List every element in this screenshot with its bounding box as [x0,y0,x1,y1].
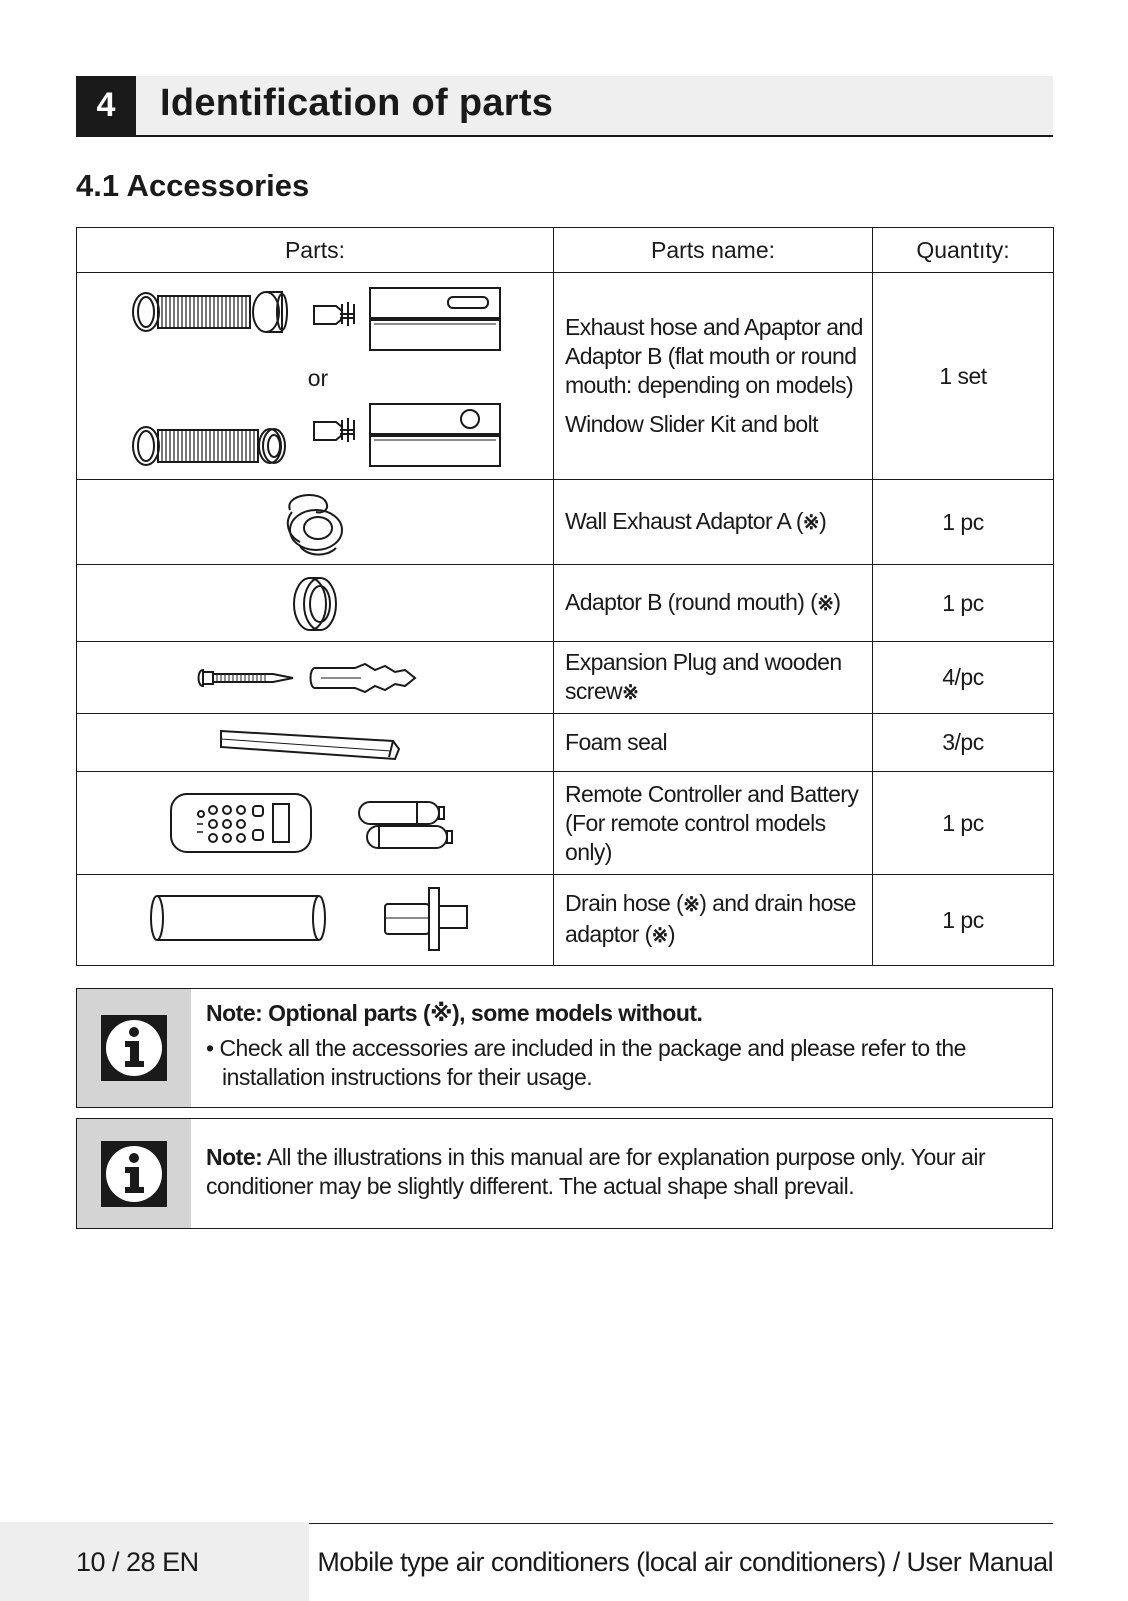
note-text [206,1143,1036,1201]
or-label: or [307,364,328,391]
parts-name-cell: Foam seal [554,714,873,772]
info-icon-box [77,989,191,1107]
document-title: Mobile type air conditioners (local air conditioners) / User Manual [317,1547,1053,1577]
optional-symbol: ※ [802,511,820,534]
info-icon-box [77,1119,191,1228]
foam-seal-drawing [215,723,415,763]
section-number: 4 [76,76,136,135]
info-icon [101,1015,167,1081]
parts-name-cell: Drain hose (※) and drain hose adaptor (※) [554,875,873,966]
adaptor-b-image [77,565,554,642]
header-parts-name: Parts name: [554,228,873,273]
parts-name-cell: Remote Controller and Battery (For remote control models only) [554,772,873,875]
wall-adaptor-image [77,480,554,565]
subsection-title: 4.1 Accessories [76,168,310,203]
quantity-cell: 4/pc [873,642,1054,714]
part-name-adaptor-b: Adaptor B (round mouth) ( [565,588,818,615]
part-name-drain-hose: Drain hose ( [565,890,684,916]
part-name-expansion-plug: Expansion Plug and wooden screw [565,648,842,704]
quantity-cell: 1 pc [873,480,1054,565]
note-body: All the illustrations in this manual are for explanation purpose only. Your air conditioner may be slightly different. The actual shape shall prevail. [206,1144,986,1199]
table-row [77,714,1054,772]
parts-name-cell [554,642,873,714]
quantity-cell: 1 pc [873,772,1054,875]
note-label: Note: [206,1144,263,1170]
parts-name-cell: Wall Exhaust Adaptor A (※) [554,480,873,565]
table-header-row [77,228,1054,273]
footer-divider [309,1523,1053,1524]
part-name-wall-adaptor: Wall Exhaust Adaptor A ( [565,507,803,534]
table-row [77,875,1054,966]
optional-symbol: ※ [651,925,668,947]
quantity-cell: 1 pc [873,565,1054,642]
wall-adaptor-drawing [270,482,360,562]
expansion-plug-image [77,642,554,714]
header-quantity: Quantıty: [873,228,1054,273]
note-illustrations [76,1118,1053,1229]
page-number: 10 / 28 EN [76,1547,199,1577]
info-icon [101,1141,167,1207]
table-row [77,480,1054,565]
remote-controller-image [77,772,554,875]
accessories-table [76,227,1054,966]
exhaust-hose-kit-image [77,273,554,480]
note-optional-parts [76,988,1053,1108]
drain-hose-image [77,875,554,966]
parts-name-cell: Adaptor B (round mouth) (※) [554,565,873,642]
quantity-cell: 1 set [873,273,1054,480]
foam-seal-image [77,714,554,772]
table-row [77,565,1054,642]
optional-symbol: ※ [817,592,834,615]
section-title: Identification of parts [160,82,554,124]
note-text [206,999,1036,1092]
remote-controller-drawing [165,788,465,858]
part-name-exhaust: Exhaust hose and Apaptor and Adaptor B (flat mouth or round mouth: depending on models) [565,314,863,398]
note-title: Note: Optional parts (※), some models without. [206,1000,703,1026]
table-row [77,642,1054,714]
section-header [76,76,1053,137]
drain-hose-drawing [145,882,485,958]
optional-symbol: ※ [683,894,700,916]
part-name-window-kit: Window Slider Kit and bolt [565,411,818,437]
exhaust-hose-kit-drawing [78,274,553,479]
adaptor-b-drawing [280,568,350,638]
parts-name-cell [554,273,873,480]
table-row [77,273,1054,480]
quantity-cell: 1 pc [873,875,1054,966]
quantity-cell: 3/pc [873,714,1054,772]
optional-symbol: ※ [622,681,639,704]
table-row [77,772,1054,875]
header-parts: Parts: [77,228,554,273]
expansion-plug-drawing [195,658,435,698]
note-bullet: • Check all the accessories are included in the package and please refer to the installation instructions for their usage. [206,1035,966,1090]
